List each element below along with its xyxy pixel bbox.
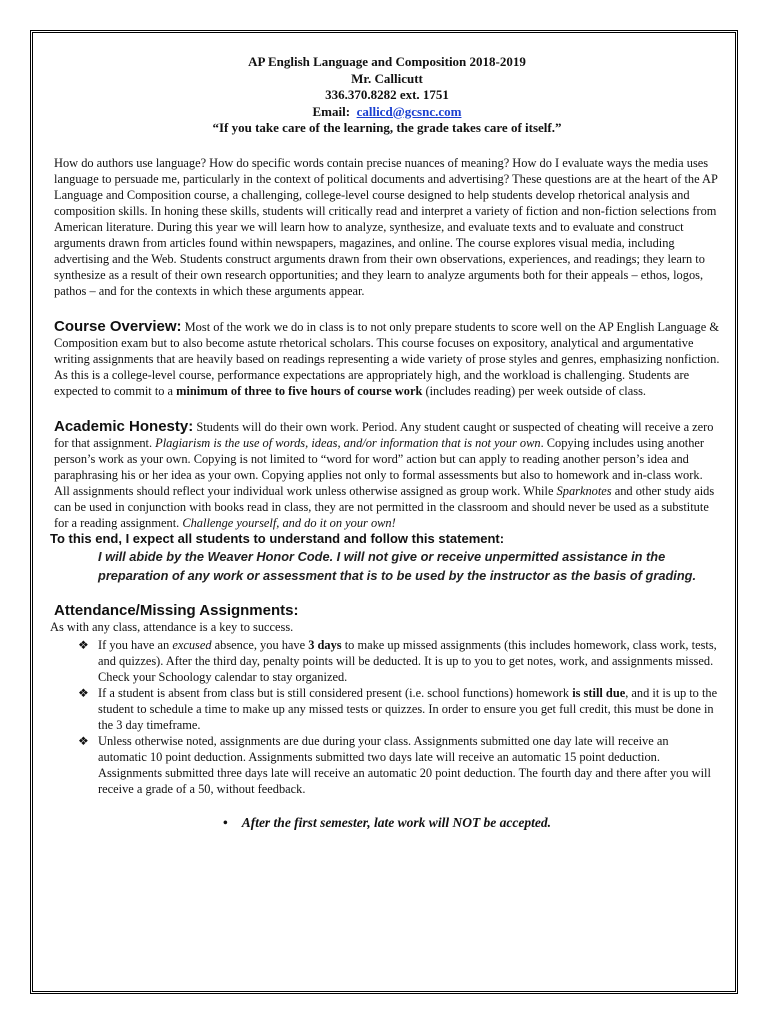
bullet-2-text-a: If a student is absent from class but is still considered present (i.e. school functions) homework <box>98 685 573 700</box>
academic-honesty-section <box>54 419 720 531</box>
bullet-1-text-b: absence, you have <box>211 637 309 652</box>
bullet-3-text: Unless otherwise noted, assignments are due during your class. Assignments submitted one day late will receive an automatic 10 point deduction. Assignments submitted two days late will receive an automatic 15 point deduction. Assignments submitted three days late will receive an automatic 20 point deduction. The fourth day and there after you will receive a grade of a 50, without feedback. <box>98 733 711 796</box>
bullet-dot-icon: • <box>222 814 228 830</box>
bullet-2-bold: is still due <box>572 685 626 700</box>
bullet-1-bold: 3 days <box>308 637 342 652</box>
list-item <box>54 685 720 733</box>
overview-bold-text: minimum of three to five hours of course work <box>176 383 423 398</box>
attendance-list <box>54 637 720 797</box>
email-label: Email: <box>312 103 351 119</box>
late-work-note <box>54 815 720 831</box>
bullet-1-italic: excused <box>172 637 212 652</box>
overview-text-1: Most of the work we do in class is to not only prepare students to score well on the AP English Language & Composition exam but to also become astute rhetorical scholars. This course focuses on expository, analytical and argumentative writing assignments that are heavily based on readings representing a wide variety of prose styles and genres, emphasizing nonfiction. As this is a college-level course, performance expectations are appropriately high, and the workload is challenging. Students are expected to commit to a <box>54 319 720 398</box>
document-body <box>50 54 720 831</box>
email-link[interactable]: callicd@gcsnc.com <box>356 103 462 119</box>
honesty-text-3: and other study aids can be used in conjunction with books read in class, they are not permitted in the classroom and should never be used as a substitute for a reading assignment. <box>54 483 715 530</box>
honesty-text-2: . Copying includes using another person’s work as your own. Copying is not limited to “word for word” action but can apply to reading another person’s idea and paraphrasing his or her idea as your own. Copying applies not only to formal assessments but also to homework and in-class work. All assignments should reflect your individual work unless otherwise assigned as group work. While <box>54 435 705 498</box>
attendance-intro: As with any class, attendance is a key to success. <box>50 619 294 634</box>
list-item <box>54 637 720 685</box>
overview-text-2: (includes reading) per week outside of class. <box>422 383 646 398</box>
document-header <box>54 54 720 137</box>
challenge-text: Challenge yourself, and do it on your own! <box>182 515 396 530</box>
course-overview-heading: Course Overview: <box>54 317 182 335</box>
course-overview-section <box>54 319 720 399</box>
bullet-1-text-c: to make up missed assignments (this includes homework, class work, tests, and quizzes). After the third day, penalty points will be deducted. It is up to you to get notes, work, and assignments missed. Check your Schoology calendar to stay organized. <box>98 637 717 684</box>
bullet-2-text-b: , and it is up to the student to schedule a time to make up any missed tests or quizzes. In order to ensure you get full credit, this must be done in the 3 day timeframe. <box>98 685 718 732</box>
academic-honesty-heading: Academic Honesty: <box>54 417 194 435</box>
honor-code-pledge: I will abide by the Weaver Honor Code. I will not give or receive unpermitted assistance in the preparation of any work or assessment that is to be used by the instructor as the basis of grading. <box>98 548 697 583</box>
bullet-1-text-a: If you have an <box>98 637 173 652</box>
diamond-bullet-icon: ❖ <box>78 733 89 748</box>
intro-paragraph: How do authors use language? How do specific words contain precise nuances of meaning? How do I evaluate ways the media uses language to persuade me, particularly in the context of political documents and advertising? These questions are at the heart of the AP Language and Composition course, a challenging, college-level course designed to help students develop rhetorical analysis and composition skills. In honing these skills, students will critically read and interpret a variety of fiction and non-fiction selections from American literature. During this year we will learn how to analyze, synthesize, and evaluate texts and to evaluate and construct arguments drawn from articles found within newspapers, magazines, and online. The course explores visual media, including advertising and the Web. Students construct arguments drawn from their own observations, experiences, and readings; they learn to synthesize as a result of their own research opportunities; and they learn to analyze arguments both for their appeals – ethos, logos, pathos – and for the contexts in which these arguments appear. <box>54 155 718 298</box>
diamond-bullet-icon: ❖ <box>78 685 89 700</box>
email-line <box>54 104 720 121</box>
course-quote: “If you take care of the learning, the grade takes care of itself.” <box>212 120 562 135</box>
honesty-text-1: Students will do their own work. Period. Any student caught or suspected of cheating will receive a zero for that assignment. <box>54 419 714 450</box>
late-work-text: After the first semester, late work will NOT be accepted. <box>241 814 552 830</box>
teacher-name: Mr. Callicutt <box>351 70 423 86</box>
attendance-heading: Attendance/Missing Assignments: <box>54 601 299 619</box>
list-item <box>54 733 720 797</box>
course-title: AP English Language and Composition 2018-2019 <box>248 54 526 69</box>
teacher-phone: 336.370.8282 ext. 1751 <box>325 87 449 102</box>
sparknotes-text: Sparknotes <box>556 483 612 498</box>
plagiarism-definition: Plagiarism is the use of words, ideas, and/or information that is not your own <box>155 435 541 450</box>
diamond-bullet-icon: ❖ <box>78 637 89 652</box>
statement-lead: To this end, I expect all students to understand and follow this statement: <box>50 530 505 546</box>
